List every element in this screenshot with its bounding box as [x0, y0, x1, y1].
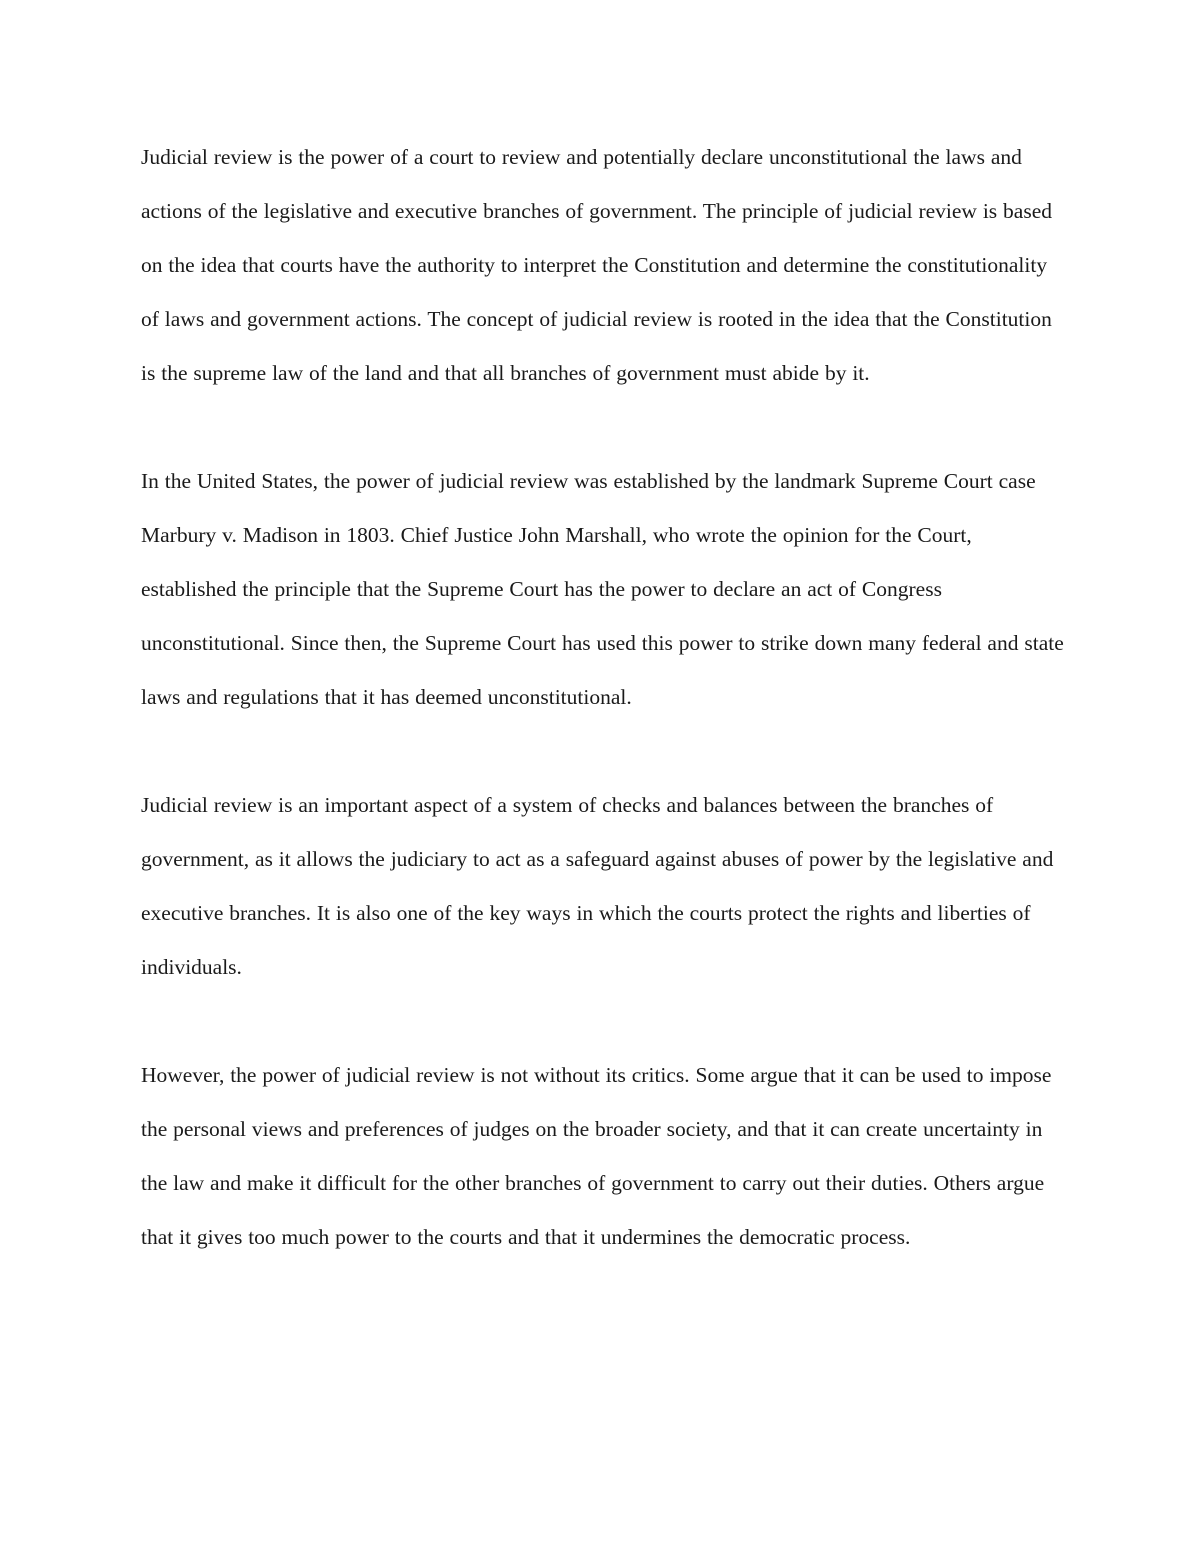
document-body: [141, 130, 1066, 1264]
paragraph-2: In the United States, the power of judicial review was established by the landmark Supreme Court case Marbury v. Madison in 1803. Chief Justice John Marshall, who wrote the opinion for the Court, established the principle that the Supreme Court has the power to declare an act of Congress unconstitutional. Since then, the Supreme Court has used this power to strike down many federal and state laws and regulations that it has deemed unconstitutional.: [141, 469, 1064, 709]
paragraph-1: Judicial review is the power of a court to review and potentially declare unconstitutional the laws and actions of the legislative and executive branches of government. The principle of judicial review is based on the idea that courts have the authority to interpret the Constitution and determine the constitutionality of laws and government actions. The concept of judicial review is rooted in the idea that the Constitution is the supreme law of the land and that all branches of government must abide by it.: [141, 145, 1052, 385]
paragraph-4: However, the power of judicial review is not without its critics. Some argue that it can be used to impose the personal views and preferences of judges on the broader society, and that it can create uncertainty in the law and make it difficult for the other branches of government to carry out their duties. Others argue that it gives too much power to the courts and that it undermines the democratic process.: [141, 1063, 1052, 1249]
paragraph-3: Judicial review is an important aspect of a system of checks and balances between the branches of government, as it allows the judiciary to act as a safeguard against abuses of power by the legislative and executive branches. It is also one of the key ways in which the courts protect the rights and liberties of individuals.: [141, 793, 1054, 979]
